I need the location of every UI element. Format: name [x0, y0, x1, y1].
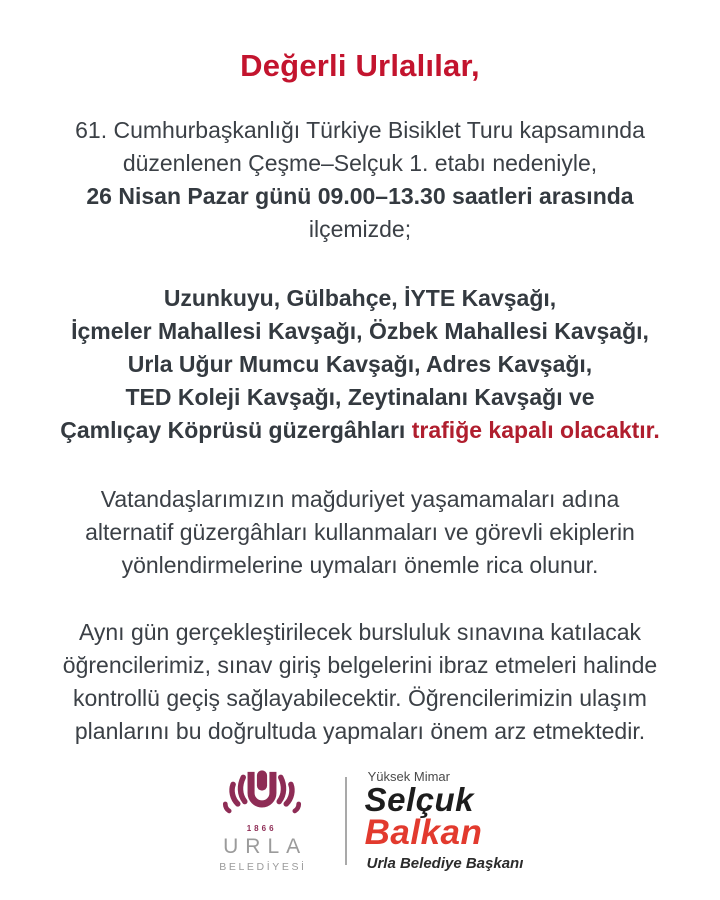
mayor-first-name: Selçuk [364, 781, 475, 818]
municipality-logo [197, 768, 327, 873]
advisory-line-1: Vatandaşlarımızın mağduriyet yaşamamaları adına [100, 486, 620, 512]
advisory-line-2: alternatif güzergâhları kullanmaları ve görevli ekiplerin [85, 519, 635, 545]
closed-road-line-4: TED Koleji Kavşağı, Zeytinalanı Kavşağı ve [125, 384, 595, 410]
logo-name: URLA [223, 835, 308, 858]
closed-road-line-5 [0, 414, 720, 447]
mayor-last-name: Balkan [364, 813, 483, 852]
closed-road-line-3: Urla Uğur Mumcu Kavşağı, Adres Kavşağı, [127, 351, 593, 377]
exam-line-4: planlarını bu doğrultuda yapmaları önem arz etmektedir. [74, 718, 646, 744]
intro-line-2: düzenlenen Çeşme–Selçuk 1. etabı nedeniyle, [122, 150, 598, 176]
logo-year: 1866 [246, 824, 277, 833]
exam-line-1: Aynı gün gerçekleştirilecek bursluluk sınavına katılacak [78, 619, 642, 645]
mayor-role: Urla Belediye Başkanı [366, 855, 524, 872]
exam-line-2: öğrencilerimiz, sınav giriş belgelerini ibraz etmeleri halinde [62, 652, 658, 678]
closed-road-line-1: Uzunkuyu, Gülbahçe, İYTE Kavşağı, [163, 285, 557, 311]
page-title: Değerli Urlalılar, [240, 48, 480, 83]
footer-divider [345, 777, 347, 865]
exam-line-3: kontrollü geçiş sağlayabilecektir. Öğrencilerimizin ulaşım [73, 685, 647, 711]
advisory-paragraph [0, 483, 720, 582]
closed-road-line-5-prefix: Çamlıçay Köprüsü güzergâhları [60, 417, 406, 443]
exam-paragraph [0, 616, 720, 748]
mayor-title: Yüksek Mimar [367, 769, 450, 784]
closed-roads-list [0, 282, 720, 447]
closure-highlight: trafiğe kapalı olacaktır. [411, 417, 660, 443]
intro-date-line: 26 Nisan Pazar günü 09.00–13.30 saatleri arasında [86, 183, 634, 209]
mayor-signature [365, 769, 524, 872]
closed-road-line-2: İçmeler Mahallesi Kavşağı, Özbek Mahallesi Kavşağı, [71, 318, 649, 344]
intro-line-1: 61. Cumhurbaşkanlığı Türkiye Bisiklet Turu kapsamında [75, 117, 645, 143]
intro-paragraph [0, 114, 720, 246]
logo-subtitle: BELEDİYESİ [219, 861, 307, 873]
footer [0, 768, 720, 873]
intro-line-4: ilçemizde; [308, 216, 412, 242]
advisory-line-3: yönlendirmelerine uymaları önemle rica olunur. [121, 552, 599, 578]
tulip-logo-icon [219, 768, 305, 823]
